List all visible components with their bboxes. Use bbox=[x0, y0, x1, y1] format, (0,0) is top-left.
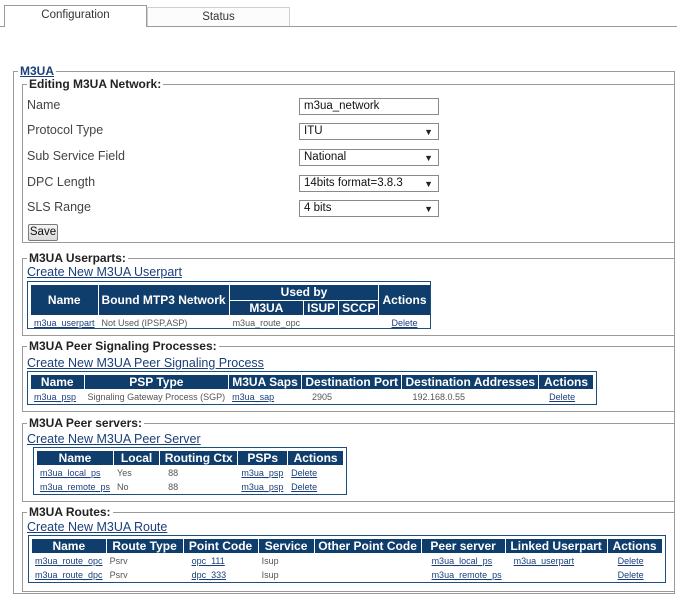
table-row bbox=[37, 466, 343, 479]
protocol-type-select[interactable] bbox=[299, 123, 439, 140]
col-m3ua: M3UA bbox=[230, 301, 304, 316]
col-saps: M3UA Saps bbox=[229, 375, 301, 389]
col-local: Local bbox=[114, 451, 159, 465]
name-input[interactable]: m3ua_network bbox=[299, 98, 439, 115]
col-actions: Actions bbox=[608, 539, 662, 553]
peer-server-link[interactable]: m3ua_remote_ps bbox=[431, 569, 502, 580]
chevron-down-icon: ▼ bbox=[424, 153, 433, 163]
col-peer-server: Peer server bbox=[422, 539, 505, 553]
sub-service-field-select[interactable] bbox=[299, 149, 439, 166]
m3ua-cell: m3ua_route_opc bbox=[232, 317, 301, 328]
delete-link[interactable]: Delete bbox=[617, 555, 644, 566]
userpart-name-link[interactable]: m3ua_userpart bbox=[34, 317, 95, 328]
routes-legend: M3UA Routes: bbox=[29, 505, 111, 519]
peer-servers-legend: M3UA Peer servers: bbox=[29, 416, 142, 430]
delete-link[interactable]: Delete bbox=[617, 569, 644, 580]
userparts-legend: M3UA Userparts: bbox=[29, 251, 126, 265]
routes-table-box bbox=[28, 535, 666, 583]
routes-table bbox=[31, 538, 663, 582]
create-psp-link[interactable]: Create New M3UA Peer Signaling Process bbox=[27, 356, 264, 370]
table-row bbox=[31, 390, 593, 403]
port-cell: 2905 bbox=[311, 391, 332, 402]
userparts-table-box bbox=[27, 281, 431, 329]
table-row bbox=[32, 568, 662, 581]
dpc-length-select[interactable] bbox=[299, 175, 439, 192]
col-sccp: SCCP bbox=[339, 301, 378, 316]
col-name: Name bbox=[32, 539, 106, 553]
col-name: Name bbox=[37, 451, 113, 465]
peer-server-name-link[interactable]: m3ua_local_ps bbox=[40, 467, 101, 478]
linked-userpart-link[interactable]: m3ua_userpart bbox=[513, 555, 575, 566]
userparts-table bbox=[30, 284, 431, 330]
col-point-code: Point Code bbox=[184, 539, 258, 553]
psp-table-box bbox=[27, 371, 597, 405]
m3ua-link[interactable]: M3UA bbox=[20, 64, 55, 78]
delete-link[interactable]: Delete bbox=[549, 391, 576, 402]
col-port: Destination Port bbox=[302, 375, 402, 389]
peer-servers-table-box bbox=[33, 447, 347, 495]
create-userpart-link[interactable]: Create New M3UA Userpart bbox=[27, 265, 182, 279]
col-used-by: Used by bbox=[230, 285, 379, 300]
tab-status[interactable]: Status bbox=[147, 7, 290, 27]
routing-ctx-cell: 88 bbox=[168, 481, 179, 492]
col-actions: Actions bbox=[379, 285, 429, 315]
col-psps: PSPs bbox=[238, 451, 287, 465]
sls-range-select[interactable] bbox=[299, 200, 439, 217]
sub-service-field-value: National bbox=[304, 151, 347, 163]
col-actions: Actions bbox=[539, 375, 593, 389]
m3ua-legend bbox=[18, 64, 56, 78]
route-type-cell: Psrv bbox=[109, 569, 128, 580]
delete-link[interactable]: Delete bbox=[291, 467, 318, 478]
tab-bar bbox=[0, 0, 677, 27]
routing-ctx-cell: 88 bbox=[168, 467, 179, 478]
col-actions: Actions bbox=[288, 451, 343, 465]
dpc-length-value: 14bits format=3.8.3 bbox=[304, 177, 403, 189]
col-other-point-code: Other Point Code bbox=[315, 539, 421, 553]
sap-link[interactable]: m3ua_sap bbox=[232, 391, 275, 402]
col-service: Service bbox=[259, 539, 314, 553]
point-code-link[interactable]: opc_111 bbox=[191, 555, 225, 566]
psp-legend: M3UA Peer Signaling Processes: bbox=[29, 339, 217, 353]
chevron-down-icon: ▼ bbox=[424, 127, 433, 137]
peer-server-name-link[interactable]: m3ua_remote_ps bbox=[40, 481, 111, 492]
point-code-link[interactable]: dpc_333 bbox=[191, 569, 227, 580]
chevron-down-icon: ▼ bbox=[424, 179, 433, 189]
route-name-link[interactable]: m3ua_route_opc bbox=[35, 555, 103, 566]
psp-link[interactable]: m3ua_psp bbox=[241, 481, 284, 492]
psp-link[interactable]: m3ua_psp bbox=[241, 467, 284, 478]
delete-link[interactable]: Delete bbox=[291, 481, 318, 492]
psp-name-link[interactable]: m3ua_psp bbox=[34, 391, 77, 402]
editing-network-legend: Editing M3UA Network: bbox=[29, 77, 162, 91]
other-point-code-cell bbox=[315, 568, 421, 581]
peer-servers-table bbox=[36, 450, 344, 494]
name-label: Name bbox=[27, 98, 61, 112]
local-cell: Yes bbox=[117, 467, 132, 478]
peer-server-link[interactable]: m3ua_local_ps bbox=[431, 555, 493, 566]
col-bound: Bound MTP3 Network bbox=[99, 285, 229, 315]
col-route-type: Route Type bbox=[107, 539, 183, 553]
protocol-type-label: Protocol Type bbox=[27, 123, 104, 137]
col-name: Name bbox=[31, 285, 98, 315]
create-route-link[interactable]: Create New M3UA Route bbox=[27, 520, 168, 534]
col-routing-ctx: Routing Ctx bbox=[160, 451, 237, 465]
local-cell: No bbox=[117, 481, 129, 492]
protocol-type-value: ITU bbox=[304, 125, 323, 137]
other-point-code-cell bbox=[315, 554, 421, 567]
isup-cell bbox=[304, 316, 338, 329]
dpc-length-label: DPC Length bbox=[27, 175, 96, 189]
service-cell: Isup bbox=[261, 555, 279, 566]
create-peer-server-link[interactable]: Create New M3UA Peer Server bbox=[27, 432, 201, 446]
route-type-cell: Psrv bbox=[109, 555, 128, 566]
tab-configuration[interactable]: Configuration bbox=[4, 5, 147, 27]
sls-range-label: SLS Range bbox=[27, 200, 91, 214]
psp-table bbox=[30, 374, 594, 404]
col-linked-userpart: Linked Userpart bbox=[506, 539, 607, 553]
table-row bbox=[31, 316, 430, 329]
col-isup: ISUP bbox=[304, 301, 338, 316]
save-button[interactable]: Save bbox=[28, 224, 58, 241]
delete-link[interactable]: Delete bbox=[391, 317, 418, 328]
table-row bbox=[32, 554, 662, 567]
service-cell: Isup bbox=[261, 569, 279, 580]
col-name: Name bbox=[31, 375, 84, 389]
table-row bbox=[37, 480, 343, 493]
chevron-down-icon: ▼ bbox=[424, 204, 433, 214]
psp-type-cell: Signaling Gateway Process (SGP) bbox=[87, 391, 226, 402]
address-cell: 192.168.0.55 bbox=[412, 391, 466, 402]
route-name-link[interactable]: m3ua_route_dpc bbox=[35, 569, 103, 580]
col-addresses: Destination Addresses bbox=[402, 375, 538, 389]
bound-cell: Not Used (IPSP,ASP) bbox=[101, 317, 188, 328]
sccp-cell bbox=[339, 316, 378, 329]
sub-service-field-label: Sub Service Field bbox=[27, 149, 125, 163]
col-psp-type: PSP Type bbox=[85, 375, 229, 389]
sls-range-value: 4 bits bbox=[304, 202, 332, 214]
